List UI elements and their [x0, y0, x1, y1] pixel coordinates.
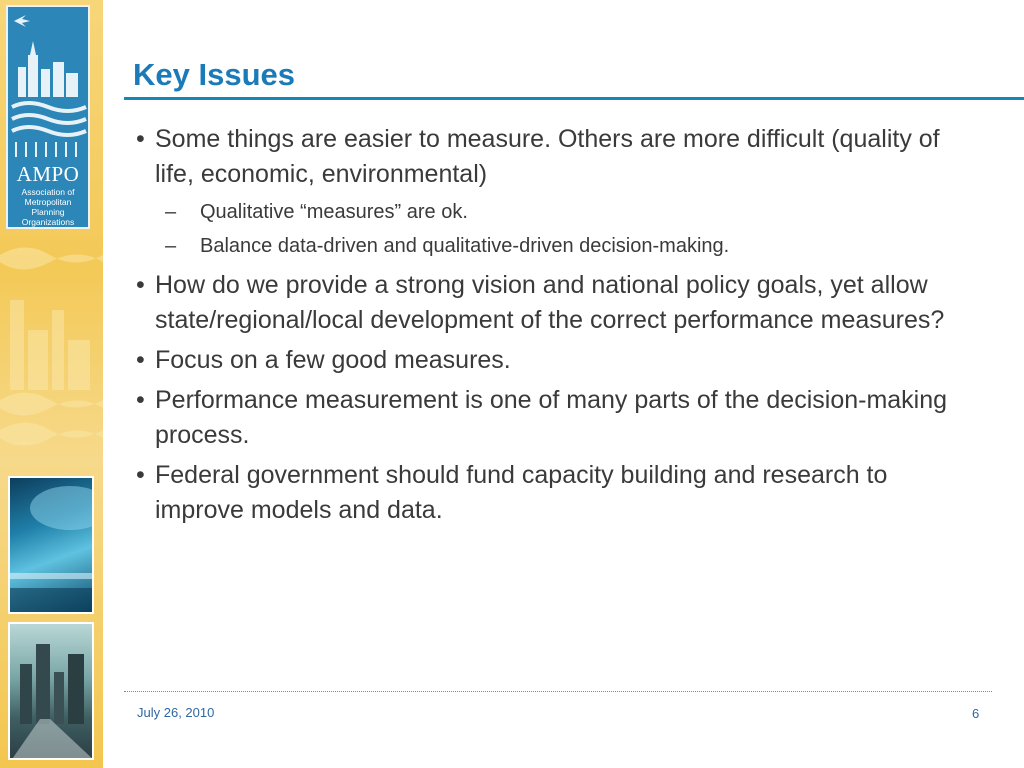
skyline-icon	[8, 7, 88, 157]
sub-bullet-text: Qualitative “measures” are ok.	[200, 201, 468, 223]
bullet-marker: •	[136, 386, 145, 414]
bullet-item	[133, 268, 953, 338]
dash-marker: –	[165, 201, 177, 223]
bullet-marker: •	[136, 461, 145, 489]
bullet-marker: •	[136, 346, 145, 374]
sub-bullet-list	[133, 198, 953, 260]
footer-date: July 26, 2010	[137, 705, 215, 720]
bullet-text: How do we provide a strong vision and national policy goals, yet allow state/regional/local development of the correct performance measures?	[155, 271, 945, 334]
bullet-text: Focus on a few good measures.	[155, 346, 511, 374]
sub-bullet-item	[133, 198, 953, 226]
decorative-sidebar	[0, 0, 103, 768]
slide-body	[133, 122, 953, 533]
logo-wordmark: AMPO	[16, 162, 80, 186]
bullet-marker: •	[136, 271, 145, 299]
logo-subtitle: Association of Metropolitan Planning Organizations	[21, 187, 75, 227]
bullet-item	[133, 383, 953, 453]
sub-bullet-item	[133, 232, 953, 260]
bullet-item	[133, 343, 953, 378]
dash-marker: –	[165, 235, 177, 257]
city-skyline-photo	[8, 622, 94, 760]
ampo-logo	[6, 5, 90, 229]
subway-tunnel-photo	[8, 476, 94, 614]
page-number: 6	[972, 706, 980, 721]
bullet-marker: •	[136, 125, 145, 153]
bullet-text: Federal government should fund capacity building and research to improve models and data.	[155, 461, 888, 524]
sub-bullet-text: Balance data-driven and qualitative-driven decision-making.	[200, 235, 730, 257]
bullet-text: Performance measurement is one of many parts of the decision-making process.	[155, 386, 948, 449]
plane-icon	[14, 15, 30, 27]
footer-divider	[124, 691, 992, 692]
bullet-item	[133, 122, 953, 192]
bullet-text: Some things are easier to measure. Others are more difficult (quality of life, economic, environmental)	[155, 125, 940, 188]
slide-title: Key Issues	[133, 57, 295, 92]
title-divider	[124, 97, 1024, 100]
bullet-item	[133, 458, 953, 528]
